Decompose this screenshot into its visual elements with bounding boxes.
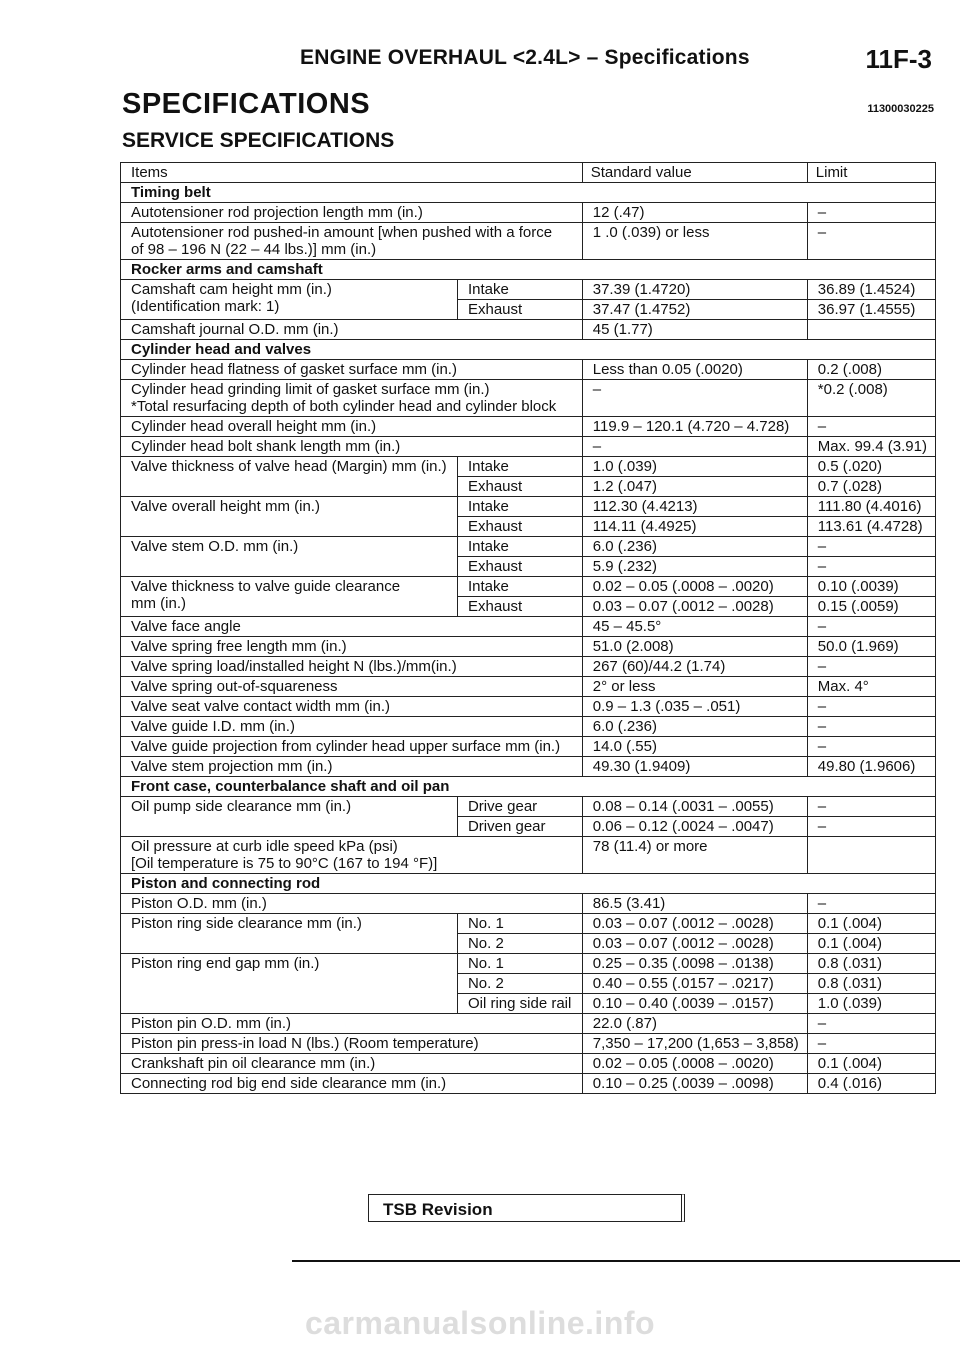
sub-item-cell: Exhaust xyxy=(457,477,582,497)
standard-cell: 37.47 (1.4752) xyxy=(582,300,807,320)
standard-cell: 112.30 (4.4213) xyxy=(582,497,807,517)
limit-cell: 0.1 (.004) xyxy=(807,1054,935,1074)
item-line: Camshaft cam height mm (in.) xyxy=(131,281,332,298)
section-title: Piston and connecting rod xyxy=(121,874,936,894)
table-row xyxy=(121,203,936,223)
item-cell: Valve spring out-of-squareness xyxy=(121,677,583,697)
table-row xyxy=(121,360,936,380)
limit-cell: 0.1 (.004) xyxy=(807,934,935,954)
limit-cell xyxy=(807,837,935,874)
sub-item-cell: Exhaust xyxy=(457,517,582,537)
limit-cell: – xyxy=(807,417,935,437)
standard-cell: 1 .0 (.039) or less xyxy=(582,223,807,260)
standard-cell: 0.02 – 0.05 (.0008 – .0020) xyxy=(582,1054,807,1074)
table-row xyxy=(121,914,936,934)
standard-cell: 0.08 – 0.14 (.0031 – .0055) xyxy=(582,797,807,817)
tsb-revision-box xyxy=(368,1194,685,1222)
item-cell: Piston O.D. mm (in.) xyxy=(121,894,583,914)
limit-cell: – xyxy=(807,817,935,837)
item-cell: Valve spring load/installed height N (lbs.)/mm(in.) xyxy=(121,657,583,677)
section-title: Timing belt xyxy=(121,183,936,203)
section-row xyxy=(121,874,936,894)
item-cell: Valve spring free length mm (in.) xyxy=(121,637,583,657)
standard-cell: 0.06 – 0.12 (.0024 – .0047) xyxy=(582,817,807,837)
table-row xyxy=(121,320,936,340)
item-cell: Autotensioner rod projection length mm (in.) xyxy=(121,203,583,223)
table-row xyxy=(121,1034,936,1054)
limit-cell: – xyxy=(807,657,935,677)
standard-cell: 2° or less xyxy=(582,677,807,697)
limit-cell: – xyxy=(807,1014,935,1034)
table-row xyxy=(121,894,936,914)
standard-cell: 49.30 (1.9409) xyxy=(582,757,807,777)
limit-cell: 0.8 (.031) xyxy=(807,974,935,994)
item-line: Valve thickness to valve guide clearance xyxy=(131,578,401,595)
item-cell: Piston ring end gap mm (in.) xyxy=(121,954,458,1014)
item-cell xyxy=(121,577,458,617)
item-line: [Oil temperature is 75 to 90°C (167 to 194 °F)] xyxy=(131,855,438,872)
item-line: Cylinder head grinding limit of gasket surface mm (in.) xyxy=(131,381,490,398)
table-row xyxy=(121,697,936,717)
limit-cell: 36.97 (1.4555) xyxy=(807,300,935,320)
limit-cell: 113.61 (4.4728) xyxy=(807,517,935,537)
item-cell: Piston ring side clearance mm (in.) xyxy=(121,914,458,954)
sub-item-cell: Intake xyxy=(457,280,582,300)
sub-item-cell: No. 1 xyxy=(457,914,582,934)
sub-item-cell: Intake xyxy=(457,457,582,477)
standard-cell: 37.39 (1.4720) xyxy=(582,280,807,300)
limit-cell: Max. 4° xyxy=(807,677,935,697)
limit-cell: – xyxy=(807,894,935,914)
column-header-limit: Limit xyxy=(807,163,935,183)
item-line: *Total resurfacing depth of both cylinder head and cylinder block xyxy=(131,398,557,415)
table-row xyxy=(121,537,936,557)
sub-item-cell: No. 1 xyxy=(457,954,582,974)
limit-cell: 0.2 (.008) xyxy=(807,360,935,380)
sub-item-cell: Driven gear xyxy=(457,817,582,837)
table-row xyxy=(121,497,936,517)
table-row xyxy=(121,223,936,260)
item-cell: Valve guide I.D. mm (in.) xyxy=(121,717,583,737)
section-subheading: SERVICE SPECIFICATIONS xyxy=(122,129,395,152)
limit-cell: – xyxy=(807,617,935,637)
table-row xyxy=(121,657,936,677)
table-row xyxy=(121,837,936,874)
item-cell: Cylinder head flatness of gasket surface mm (in.) xyxy=(121,360,583,380)
sub-item-cell: Intake xyxy=(457,497,582,517)
limit-cell: 0.10 (.0039) xyxy=(807,577,935,597)
section-row xyxy=(121,183,936,203)
section-title: Front case, counterbalance shaft and oil pan xyxy=(121,777,936,797)
standard-cell: 0.10 – 0.25 (.0039 – .0098) xyxy=(582,1074,807,1094)
item-cell: Oil pump side clearance mm (in.) xyxy=(121,797,458,837)
standard-cell: Less than 0.05 (.0020) xyxy=(582,360,807,380)
item-cell: Piston pin O.D. mm (in.) xyxy=(121,1014,583,1034)
limit-cell: – xyxy=(807,797,935,817)
item-cell xyxy=(121,280,458,320)
table-row xyxy=(121,577,936,597)
standard-cell: 0.03 – 0.07 (.0012 – .0028) xyxy=(582,914,807,934)
section-row xyxy=(121,340,936,360)
standard-cell: 45 (1.77) xyxy=(582,320,807,340)
column-header-standard: Standard value xyxy=(582,163,807,183)
standard-cell: 0.9 – 1.3 (.035 – .051) xyxy=(582,697,807,717)
standard-cell: 0.10 – 0.40 (.0039 – .0157) xyxy=(582,994,807,1014)
limit-cell: 0.5 (.020) xyxy=(807,457,935,477)
document-code: 11300030225 xyxy=(867,103,934,115)
table-row xyxy=(121,457,936,477)
item-line: (Identification mark: 1) xyxy=(131,298,280,315)
item-cell: Camshaft journal O.D. mm (in.) xyxy=(121,320,583,340)
item-line: mm (in.) xyxy=(131,595,186,612)
tsb-revision-label: TSB Revision xyxy=(383,1200,493,1219)
item-cell: Valve stem projection mm (in.) xyxy=(121,757,583,777)
section-row xyxy=(121,260,936,280)
item-cell: Valve face angle xyxy=(121,617,583,637)
standard-cell: 86.5 (3.41) xyxy=(582,894,807,914)
limit-cell: 0.1 (.004) xyxy=(807,914,935,934)
limit-cell: 0.8 (.031) xyxy=(807,954,935,974)
table-row xyxy=(121,617,936,637)
limit-cell: – xyxy=(807,223,935,260)
column-header-items: Items xyxy=(121,163,583,183)
section-row xyxy=(121,777,936,797)
table-row xyxy=(121,757,936,777)
item-cell: Connecting rod big end side clearance mm (in.) xyxy=(121,1074,583,1094)
limit-cell: – xyxy=(807,717,935,737)
item-cell: Crankshaft pin oil clearance mm (in.) xyxy=(121,1054,583,1074)
bottom-divider xyxy=(292,1260,960,1262)
table-row xyxy=(121,737,936,757)
table-row xyxy=(121,1074,936,1094)
standard-cell: 14.0 (.55) xyxy=(582,737,807,757)
limit-cell: 36.89 (1.4524) xyxy=(807,280,935,300)
standard-cell: 119.9 – 120.1 (4.720 – 4.728) xyxy=(582,417,807,437)
standard-cell: 114.11 (4.4925) xyxy=(582,517,807,537)
item-cell xyxy=(121,837,583,874)
table-row xyxy=(121,417,936,437)
sub-item-cell: Exhaust xyxy=(457,300,582,320)
limit-cell: 0.4 (.016) xyxy=(807,1074,935,1094)
standard-cell: 1.0 (.039) xyxy=(582,457,807,477)
section-title: Cylinder head and valves xyxy=(121,340,936,360)
standard-cell: 12 (.47) xyxy=(582,203,807,223)
table-row xyxy=(121,637,936,657)
standard-cell: 0.03 – 0.07 (.0012 – .0028) xyxy=(582,597,807,617)
table-row xyxy=(121,717,936,737)
limit-cell: – xyxy=(807,203,935,223)
table-row xyxy=(121,677,936,697)
standard-cell: 51.0 (2.008) xyxy=(582,637,807,657)
limit-cell: 50.0 (1.969) xyxy=(807,637,935,657)
item-cell: Valve seat valve contact width mm (in.) xyxy=(121,697,583,717)
limit-cell: 49.80 (1.9606) xyxy=(807,757,935,777)
standard-cell: 0.40 – 0.55 (.0157 – .0217) xyxy=(582,974,807,994)
limit-cell: 111.80 (4.4016) xyxy=(807,497,935,517)
sub-item-cell: Intake xyxy=(457,577,582,597)
sub-item-cell: No. 2 xyxy=(457,934,582,954)
table-row xyxy=(121,280,936,300)
standard-cell: 0.25 – 0.35 (.0098 – .0138) xyxy=(582,954,807,974)
sub-item-cell: Oil ring side rail xyxy=(457,994,582,1014)
sub-item-cell: Exhaust xyxy=(457,597,582,617)
item-line: Autotensioner rod pushed-in amount [when pushed with a force xyxy=(131,224,553,241)
service-specifications-table xyxy=(120,162,936,1094)
standard-cell: 6.0 (.236) xyxy=(582,537,807,557)
standard-cell: 78 (11.4) or more xyxy=(582,837,807,874)
item-cell: Cylinder head bolt shank length mm (in.) xyxy=(121,437,583,457)
header-title: ENGINE OVERHAUL <2.4L> – Specifications xyxy=(300,46,750,69)
item-cell: Valve thickness of valve head (Margin) mm (in.) xyxy=(121,457,458,497)
table-row xyxy=(121,1054,936,1074)
sub-item-cell: Intake xyxy=(457,537,582,557)
table-row xyxy=(121,437,936,457)
table-row xyxy=(121,1014,936,1034)
standard-cell: 267 (60)/44.2 (1.74) xyxy=(582,657,807,677)
standard-cell: 45 – 45.5° xyxy=(582,617,807,637)
limit-cell: – xyxy=(807,737,935,757)
standard-cell: 5.9 (.232) xyxy=(582,557,807,577)
limit-cell: 0.15 (.0059) xyxy=(807,597,935,617)
item-cell: Valve guide projection from cylinder head upper surface mm (in.) xyxy=(121,737,583,757)
section-title: Rocker arms and camshaft xyxy=(121,260,936,280)
standard-cell: – xyxy=(582,437,807,457)
sub-item-cell: Drive gear xyxy=(457,797,582,817)
limit-cell: – xyxy=(807,557,935,577)
site-watermark: carmanualsonline.info xyxy=(304,1305,656,1341)
standard-cell: 7,350 – 17,200 (1,653 – 3,858) xyxy=(582,1034,807,1054)
item-cell: Valve stem O.D. mm (in.) xyxy=(121,537,458,577)
item-cell: Piston pin press-in load N (lbs.) (Room temperature) xyxy=(121,1034,583,1054)
item-cell xyxy=(121,223,583,260)
item-cell: Cylinder head overall height mm (in.) xyxy=(121,417,583,437)
limit-cell: Max. 99.4 (3.91) xyxy=(807,437,935,457)
sub-item-cell: Exhaust xyxy=(457,557,582,577)
standard-cell: 1.2 (.047) xyxy=(582,477,807,497)
item-cell: Valve overall height mm (in.) xyxy=(121,497,458,537)
standard-cell: 0.02 – 0.05 (.0008 – .0020) xyxy=(582,577,807,597)
standard-cell: 22.0 (.87) xyxy=(582,1014,807,1034)
table-row xyxy=(121,380,936,417)
limit-cell: – xyxy=(807,537,935,557)
limit-cell xyxy=(807,320,935,340)
standard-cell: 0.03 – 0.07 (.0012 – .0028) xyxy=(582,934,807,954)
table-row xyxy=(121,954,936,974)
page-header xyxy=(0,44,960,74)
item-line: of 98 – 196 N (22 – 44 lbs.)] mm (in.) xyxy=(131,241,377,258)
limit-cell: – xyxy=(807,697,935,717)
page-number: 11F-3 xyxy=(865,44,932,74)
standard-cell: – xyxy=(582,380,807,417)
limit-cell: 1.0 (.039) xyxy=(807,994,935,1014)
standard-cell: 6.0 (.236) xyxy=(582,717,807,737)
item-line: Oil pressure at curb idle speed kPa (psi) xyxy=(131,838,398,855)
table-header-row xyxy=(121,163,936,183)
item-cell xyxy=(121,380,583,417)
sub-item-cell: No. 2 xyxy=(457,974,582,994)
table-row xyxy=(121,797,936,817)
limit-cell: – xyxy=(807,1034,935,1054)
limit-cell: 0.7 (.028) xyxy=(807,477,935,497)
page-heading: SPECIFICATIONS xyxy=(122,88,371,120)
limit-cell: *0.2 (.008) xyxy=(807,380,935,417)
